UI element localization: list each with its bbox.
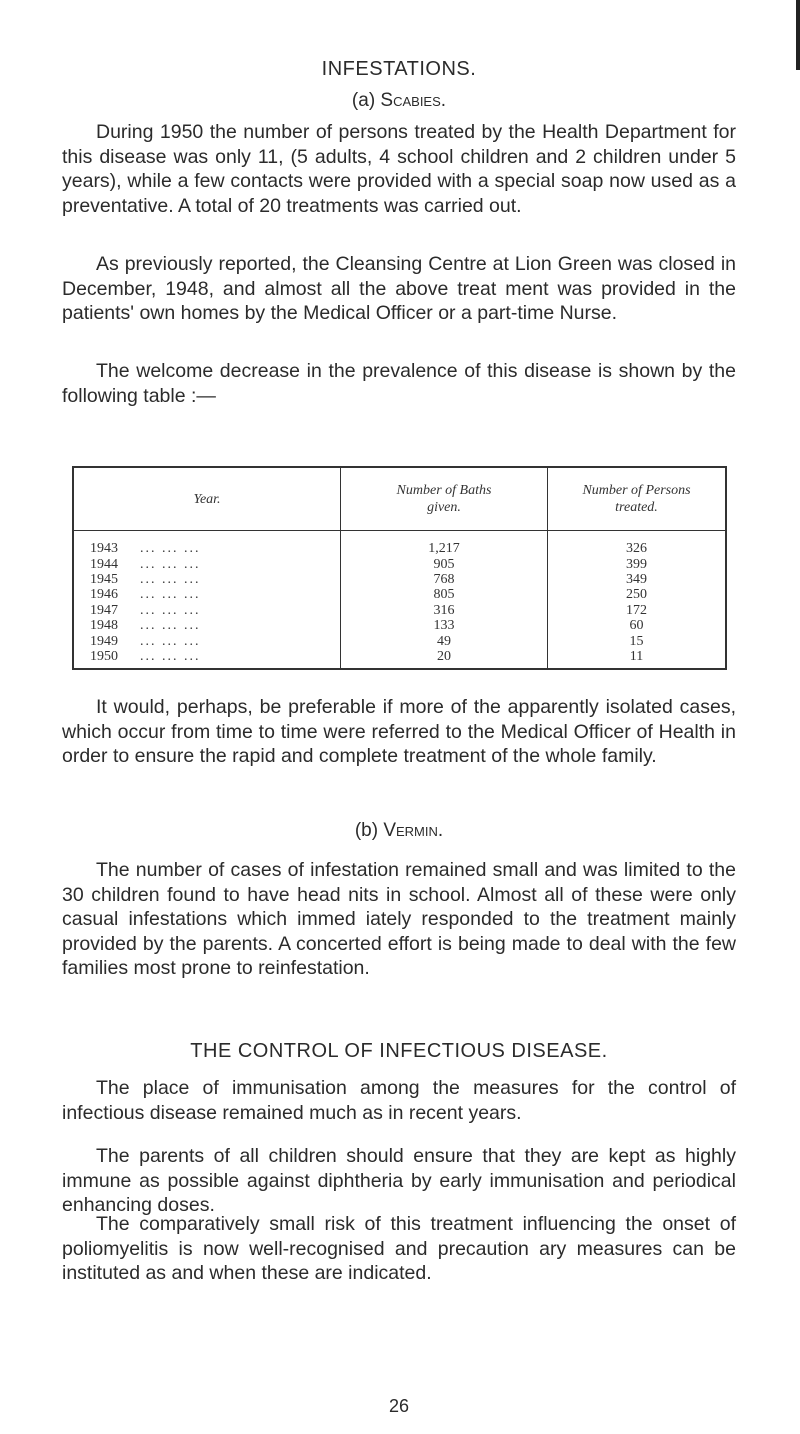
persons-cell: 11 (548, 649, 727, 669)
year-value: 1944 (90, 556, 118, 572)
year-cell (73, 633, 341, 648)
infestations-heading: INFESTATIONS. (321, 58, 477, 80)
year-value: 1943 (90, 541, 118, 557)
leader-dots: ... ... ... (140, 602, 201, 618)
year-value: 1947 (90, 602, 118, 618)
control-heading: THE CONTROL OF INFECTIOUS DISEASE. (190, 1040, 608, 1062)
year-cell (73, 556, 341, 571)
persons-cell: 15 (548, 633, 727, 648)
table-row (73, 572, 726, 587)
scabies-title: Scabies. (380, 90, 447, 111)
baths-table (72, 466, 727, 670)
scabies-prefix: (a) (351, 90, 381, 111)
baths-cell: 133 (341, 618, 548, 633)
header-year: Year. (73, 467, 341, 531)
table-row (73, 587, 726, 602)
year-cell (73, 587, 341, 602)
year-cell (73, 572, 341, 587)
year-value: 1949 (90, 633, 118, 649)
control-paragraph-2: The parents of all children should ensure that they are kept as highly immune as possible against diphtheria by early immunisation and periodical enhancing doses. (62, 1145, 736, 1216)
year-value: 1945 (90, 571, 118, 587)
scabies-paragraph-1: During 1950 the number of persons treated by the Health Department for this disease was only 11, (5 adults, 4 school children and 2 children under 5 years), while a few contacts were provided with a special soap now used as a preventative. A total of 20 treatments was carried out. (62, 121, 736, 217)
leader-dots: ... ... ... (140, 648, 201, 664)
header-persons-text: Number of Persons treated. (582, 483, 691, 515)
page-edge-mark (796, 0, 800, 70)
persons-cell: 60 (548, 618, 727, 633)
baths-cell: 316 (341, 603, 548, 618)
vermin-prefix: (b) (354, 820, 384, 841)
leader-dots: ... ... ... (140, 587, 201, 603)
table-row (73, 649, 726, 669)
table-row (73, 556, 726, 571)
year-cell (73, 603, 341, 618)
table-row (73, 618, 726, 633)
leader-dots: ... ... ... (140, 556, 201, 572)
scabies-subheading (62, 90, 736, 112)
persons-cell: 349 (548, 572, 727, 587)
year-cell (73, 649, 341, 669)
persons-cell: 326 (548, 531, 727, 557)
leader-dots: ... ... ... (140, 571, 201, 587)
year-value: 1948 (90, 618, 118, 634)
persons-cell: 399 (548, 556, 727, 571)
header-baths-text: Number of Baths given. (396, 483, 492, 515)
header-persons (548, 467, 727, 531)
leader-dots: ... ... ... (140, 633, 201, 649)
leader-dots: ... ... ... (140, 618, 201, 634)
vermin-title: Vermin. (383, 820, 444, 841)
baths-cell: 768 (341, 572, 548, 587)
control-paragraph-1: The place of immunisation among the measures for the control of infectious disease remained much as in recent years. (62, 1077, 736, 1124)
page-number: 26 (388, 1396, 410, 1416)
vermin-paragraph: The number of cases of infestation remained small and was limited to the 30 children found to have head nits in school. Almost all of these were only casual infestations which immed iately responded to the treatment mainly provided by the parents. A concerted effort is being made to deal with the few families most prone to reinfestation. (62, 859, 736, 979)
baths-cell: 49 (341, 633, 548, 648)
after-table-paragraph: It would, perhaps, be preferable if more of the apparently isolated cases, which occur from time to time were referred to the Medical Officer of Health in order to ensure the rapid and complete treatment of the whole family. (62, 696, 736, 767)
baths-cell: 805 (341, 587, 548, 602)
baths-cell: 1,217 (341, 531, 548, 557)
scabies-paragraph-3: The welcome decrease in the prevalence of this disease is shown by the following table :— (62, 360, 736, 407)
year-cell (73, 618, 341, 633)
persons-cell: 250 (548, 587, 727, 602)
header-baths (341, 467, 548, 531)
control-paragraph-3: The comparatively small risk of this treatment influencing the onset of poliomyelitis is now well-recognised and precaution ary measures can be instituted as and when these are indicated. (62, 1213, 736, 1284)
leader-dots: ... ... ... (140, 541, 201, 557)
scabies-paragraph-2: As previously reported, the Cleansing Centre at Lion Green was closed in December, 1948, and almost all the above treat ment was provided in the patients' own homes by the Medical Officer or a part-time Nurse. (62, 253, 736, 324)
baths-cell: 20 (341, 649, 548, 669)
table-header-row (73, 467, 726, 531)
persons-cell: 172 (548, 603, 727, 618)
year-value: 1950 (90, 648, 118, 664)
table-row (73, 633, 726, 648)
vermin-subheading (62, 820, 736, 842)
table-row (73, 603, 726, 618)
year-value: 1946 (90, 587, 118, 603)
year-cell (73, 531, 341, 557)
baths-cell: 905 (341, 556, 548, 571)
table-row (73, 531, 726, 557)
